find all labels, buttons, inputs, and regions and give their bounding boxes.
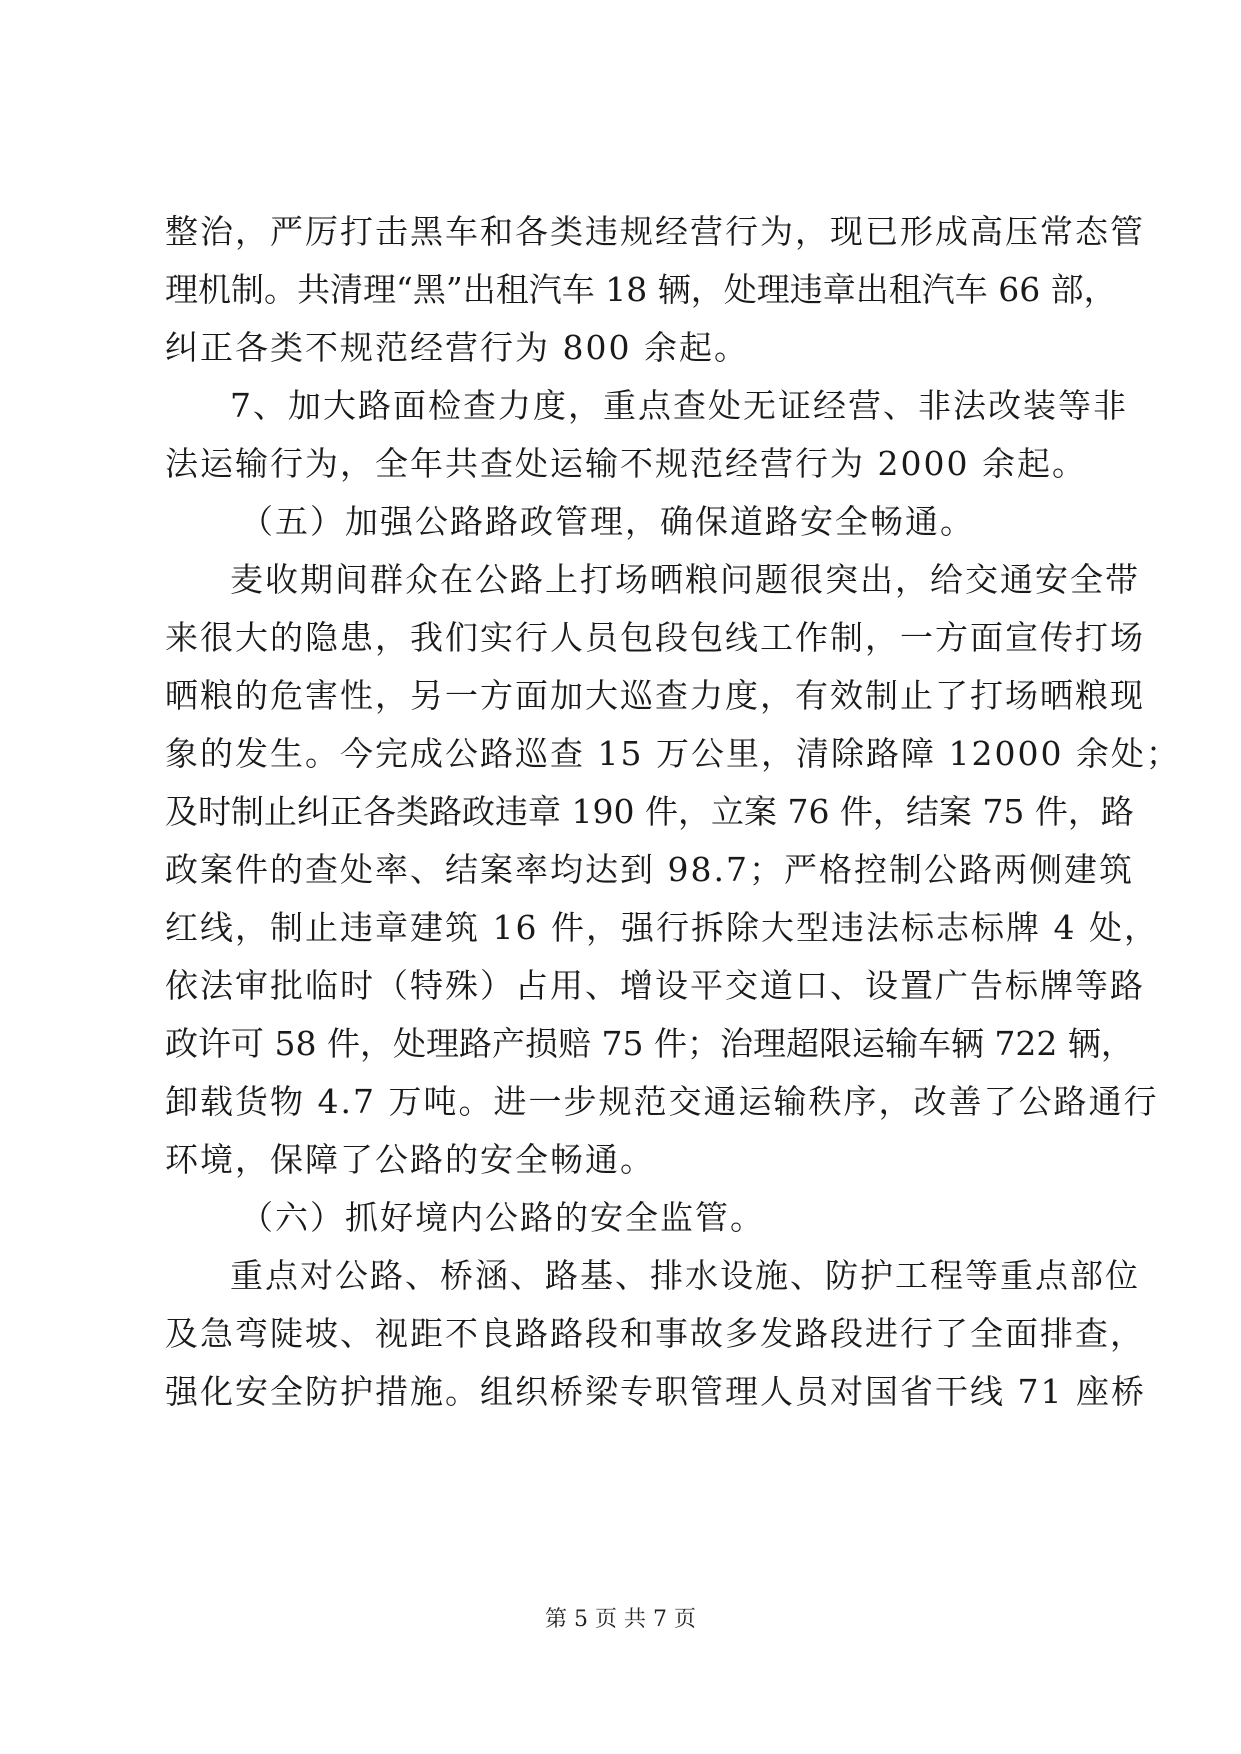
text-line: 法运输行为，全年共查处运输不规范经营行为 2000 余起。 xyxy=(165,444,1087,483)
text-line: 纠正各类不规范经营行为 800 余起。 xyxy=(165,328,749,367)
text-line: 重点对公路、桥涵、路基、排水设施、防护工程等重点部位 xyxy=(230,1256,1140,1295)
text-line: 晒粮的危害性，另一方面加大巡查力度，有效制止了打场晒粮现 xyxy=(165,676,1145,715)
section-heading: （六）抓好境内公路的安全监管。 xyxy=(240,1198,765,1237)
text-line: 理机制。共清理“黑”出租汽车 18 辆，处理违章出租汽车 66 部， xyxy=(165,270,1117,309)
text-line: 7、加大路面检查力度，重点查处无证经营、非法改装等非 xyxy=(230,386,1128,425)
text-line: 卸载货物 4.7 万吨。进一步规范交通运输秩序，改善了公路通行 xyxy=(165,1082,1159,1121)
text-line: 红线，制止违章建筑 16 件，强行拆除大型违法标志标牌 4 处， xyxy=(165,908,1159,947)
text-line: 象的发生。今完成公路巡查 15 万公里，清除路障 12000 余处； xyxy=(165,734,1181,773)
text-line: 及急弯陡坡、视距不良路路段和事故多发路段进行了全面排查， xyxy=(165,1314,1145,1353)
text-line: 麦收期间群众在公路上打场晒粮问题很突出，给交通安全带 xyxy=(230,560,1140,599)
text-line: 政许可 58 件，处理路产损赔 75 件；治理超限运输车辆 722 辆， xyxy=(165,1024,1134,1063)
text-line: 整治，严厉打击黑车和各类违规经营行为，现已形成高压常态管 xyxy=(165,212,1145,251)
section-heading: （五）加强公路路政管理，确保道路安全畅通。 xyxy=(240,502,975,541)
text-line: 政案件的查处率、结案率均达到 98.7；严格控制公路两侧建筑 xyxy=(165,850,1134,889)
text-line: 依法审批临时（特殊）占用、增设平交道口、设置广告标牌等路 xyxy=(165,966,1145,1005)
text-line: 及时制止纠正各类路政违章 190 件，立案 76 件，结案 75 件，路 xyxy=(165,792,1134,831)
text-line: 强化安全防护措施。组织桥梁专职管理人员对国省干线 71 座桥 xyxy=(165,1372,1146,1411)
text-line: 环境，保障了公路的安全畅通。 xyxy=(165,1140,655,1179)
text-line: 来很大的隐患，我们实行人员包段包线工作制，一方面宣传打场 xyxy=(165,618,1145,657)
page-number-footer: 第 5 页 共 7 页 xyxy=(545,1607,696,1632)
